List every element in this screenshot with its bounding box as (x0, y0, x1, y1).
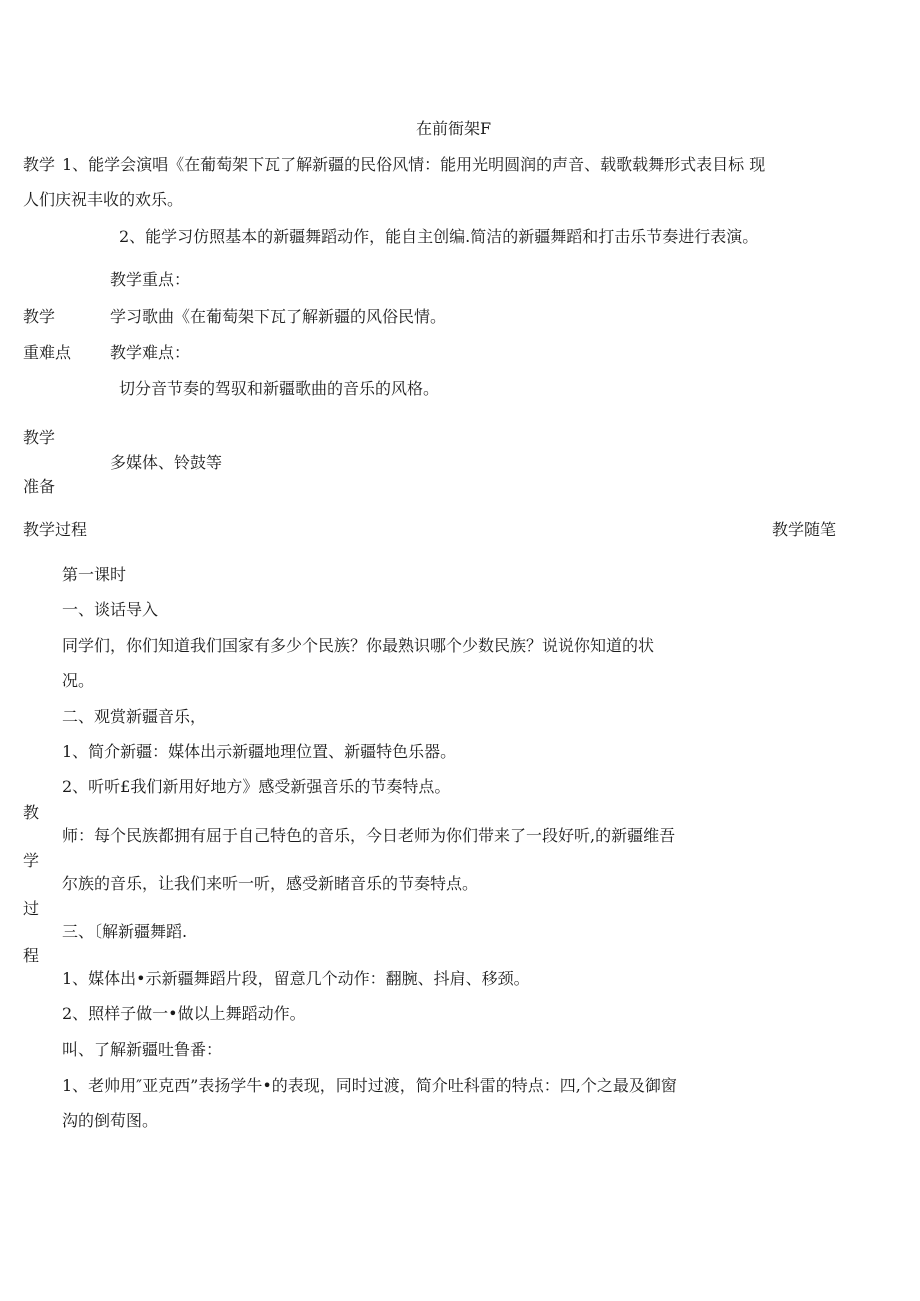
objectives-label: 教学 (23, 155, 56, 174)
process-line: 2、照样子做一•做以上舞蹈动作。 (62, 1004, 306, 1023)
process-side-char: 过 (23, 899, 40, 918)
process-line: 1、老帅用″亚克西”表扬学牛•的表现，同时过渡，简介吐科雷的特点：四,个之最及御窗 (62, 1076, 677, 1095)
process-line: 1、简介新疆：媒体出示新疆地理位置、新疆特色乐器。 (62, 742, 457, 761)
preparation-side-label-top: 教学 (23, 428, 56, 447)
process-header-label: 教学过程 (23, 520, 88, 539)
difficult-point-text: 切分音节奏的驾驭和新疆歌曲的音乐的风格。 (119, 379, 440, 398)
process-line: 同学们，你们知道我们国家有多少个民族？你最熟识哪个少数民族？说说你知道的状 (62, 636, 655, 655)
process-side-char: 教 (23, 803, 40, 822)
key-points-side-label-bottom: 重难点 (23, 343, 72, 362)
preparation-side-label-bottom: 准备 (23, 477, 56, 496)
objective-2: 2、能学习仿照基本的新疆舞蹈动作，能自主创编.简洁的新疆舞蹈和打击乐节奏进行表演。 (119, 227, 759, 246)
process-line: 况。 (62, 671, 95, 690)
process-line: 二、观赏新疆音乐， (62, 707, 207, 726)
preparation-text: 多媒体、铃鼓等 (110, 453, 223, 472)
process-line: 三、〔解新疆舞蹈. (62, 922, 188, 941)
process-line: 师：每个民族都拥有屈于自己特色的音乐，今日老师为你们带来了一段好听,的新疆维吾 (62, 826, 676, 845)
difficult-point-label: 教学难点： (110, 343, 191, 362)
objective-1-continued: 人们庆祝丰收的欢乐。 (23, 190, 184, 209)
notes-header-label: 教学随笔 (772, 520, 837, 539)
process-line: 2、听听£我们新用好地方》感受新强音乐的节奏特点。 (62, 777, 451, 796)
process-line: 1、媒体出•示新疆舞蹈片段，留意几个动作：翻腕、抖肩、移颈。 (62, 969, 530, 988)
key-point-text: 学习歌曲《在葡萄架下瓦了解新疆的风俗民情。 (110, 307, 447, 326)
process-line: 沟的倒荀图。 (62, 1111, 159, 1130)
process-side-char: 程 (23, 946, 40, 965)
process-line: 第一课时 (62, 565, 127, 584)
process-side-char: 学 (23, 851, 40, 870)
key-points-side-label-top: 教学 (23, 307, 56, 326)
key-point-label: 教学重点： (110, 270, 191, 289)
objective-1: 1、能学会演唱《在葡萄架下瓦了解新疆的民俗风情：能用光明圆润的声音、载歌载舞形式表目标 现 (62, 155, 766, 174)
page-title: 在前衙架F (416, 119, 492, 138)
process-line: 一、谈话导入 (62, 600, 159, 619)
process-line: 叫、了解新疆吐鲁番： (62, 1040, 223, 1059)
process-line: 尔族的音乐，让我们来听一听，感受新睹音乐的节奏特点。 (62, 874, 479, 893)
